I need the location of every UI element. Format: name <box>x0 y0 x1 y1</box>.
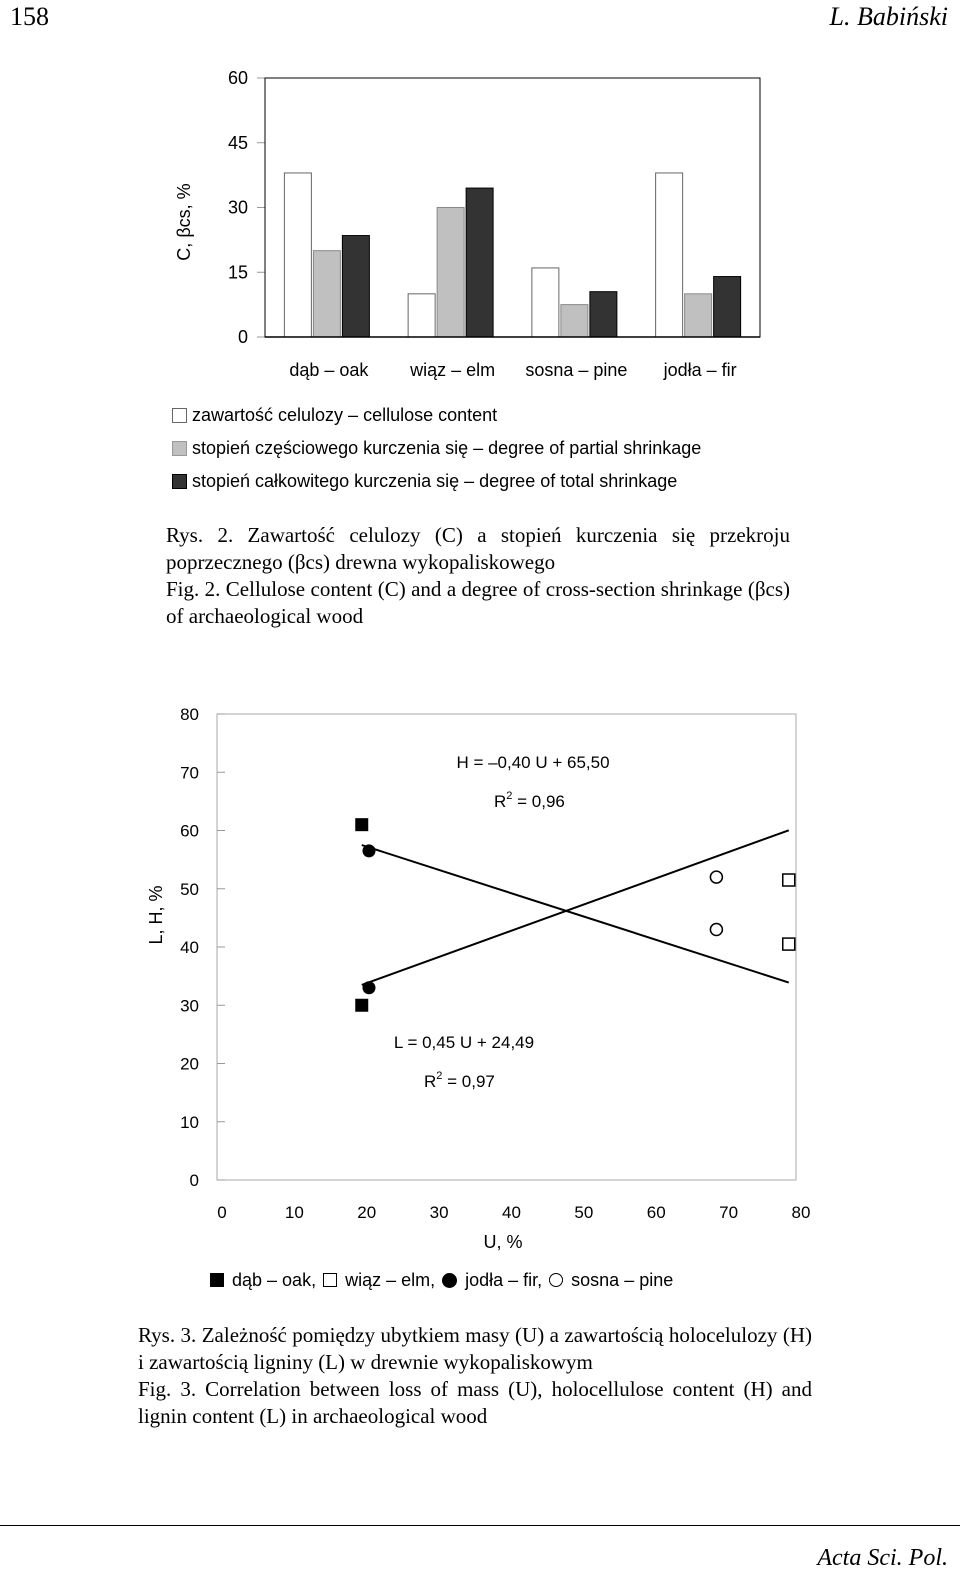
scatter-y-tick-label: 40 <box>180 938 199 957</box>
legend-swatch-cellulose <box>172 408 187 423</box>
scatter-x-tick-label: 80 <box>791 1203 811 1222</box>
point-open-square <box>783 938 795 950</box>
scatter-y-tick-label: 20 <box>180 1054 199 1074</box>
filled-circle-marker <box>442 1273 457 1288</box>
bar-legend <box>172 403 701 493</box>
point-open-circle <box>710 924 722 936</box>
footer-rule <box>0 1525 960 1526</box>
equation-l: L = 0,45 U + 24,49 <box>393 1033 535 1052</box>
bar-0-1 <box>313 251 340 337</box>
regression-lines <box>362 830 789 985</box>
r2-l: $R^2 = 0,97$ <box>424 1070 495 1091</box>
scatter-x-tick-label: 60 <box>646 1203 666 1222</box>
bar-1-2 <box>466 188 493 337</box>
bar-series-group <box>265 173 760 337</box>
bar-2-0 <box>532 268 559 337</box>
fig2-caption-pl: Rys. 2. Zawartość celulozy (C) a stopień kurczenia się przekroju poprzecznego (βcs) drewna wykopaliskowego <box>166 523 790 574</box>
journal-name: Acta Sci. Pol. <box>817 1545 948 1571</box>
bar-category-label: wiąz – elm <box>410 360 496 380</box>
bar-3-2 <box>714 277 741 337</box>
bar-category-label: jodła – fir <box>663 360 737 380</box>
bar-chart <box>0 60 960 390</box>
bar-3-1 <box>685 294 712 337</box>
filled-square-marker <box>210 1273 224 1287</box>
scatter-y-tick-label: 80 <box>180 705 199 724</box>
scatter-x-tick-label: 30 <box>429 1203 449 1222</box>
bar-1-1 <box>437 208 464 338</box>
legend-elm: wiąz – elm, <box>345 1269 436 1290</box>
point-open-square <box>783 874 795 886</box>
scatter-x-tick-label: 20 <box>357 1203 377 1222</box>
equation-h: H = –0,40 U + 65,50 <box>456 753 610 772</box>
scatter-legend <box>210 1268 673 1292</box>
scatter-y-tick-label: 70 <box>180 763 199 783</box>
legend-item-total <box>172 469 701 493</box>
legend-pine: sosna – pine <box>571 1269 674 1290</box>
page-number: 158 <box>10 2 49 31</box>
bar-3-0 <box>656 173 683 337</box>
scatter-y-tick-label: 60 <box>180 821 199 841</box>
bar-chart-ylabel: C, βcs, % <box>174 183 194 261</box>
point-filled-square <box>355 999 368 1012</box>
scatter-chart-xlabel: U, % <box>483 1232 523 1252</box>
scatter-points <box>355 818 795 1012</box>
scatter-x-tick-label: 70 <box>719 1203 739 1222</box>
bar-y-tick-label: 45 <box>227 132 248 153</box>
legend-label-total: stopień całkowitego kurczenia się – degree of total shrinkage <box>192 470 678 491</box>
fig3-caption-en: Fig. 3. Correlation between loss of mass (U), holocellulose content (H) and lignin content (L) in archaeological wood <box>138 1377 812 1428</box>
bar-0-2 <box>342 236 369 337</box>
bar-chart-y-ticks <box>228 68 265 347</box>
bar-2-1 <box>561 305 588 337</box>
point-filled-circle <box>362 844 375 857</box>
bar-1-0 <box>408 294 435 337</box>
legend-label-partial: stopień częściowego kurczenia się – degree of partial shrinkage <box>192 437 702 458</box>
scatter-y-tick-label: 10 <box>180 1112 199 1132</box>
legend-item-partial <box>172 436 701 460</box>
bar-category-label: sosna – pine <box>525 360 628 380</box>
open-square-marker <box>323 1273 337 1287</box>
scatter-chart-ylabel: L, H, % <box>146 885 166 945</box>
bar-0-0 <box>284 173 311 337</box>
scatter-chart <box>0 690 960 1260</box>
scatter-y-tick-label: 30 <box>180 996 199 1016</box>
running-author: L. Babiński <box>829 2 948 31</box>
bar-category-label: dąb – oak <box>289 360 369 380</box>
legend-item-cellulose <box>172 403 701 427</box>
legend-swatch-total <box>172 474 187 489</box>
scatter-x-tick-label: 50 <box>574 1203 594 1222</box>
legend-oak: dąb – oak, <box>232 1269 317 1290</box>
bar-y-tick-label: 0 <box>237 327 248 347</box>
scatter-plot-frame <box>217 714 796 1180</box>
scatter-x-tick-label: 10 <box>284 1203 304 1222</box>
bar-y-tick-label: 15 <box>227 262 248 283</box>
legend-fir: jodła – fir, <box>465 1269 543 1290</box>
legend-swatch-partial <box>172 441 187 456</box>
scatter-x-tick-label: 40 <box>502 1203 521 1222</box>
scatter-y-tick-label: 50 <box>180 879 199 899</box>
bar-2-2 <box>590 292 617 337</box>
legend-label-cellulose: zawartość celulozy – cellulose content <box>192 404 498 425</box>
bar-chart-categories <box>289 360 736 380</box>
bar-y-tick-label: 30 <box>227 197 248 218</box>
fig2-caption-en: Fig. 2. Cellulose content (C) and a degree of cross-section shrinkage (βcs) of archaeological wood <box>166 577 790 628</box>
scatter-x-ticks <box>217 1203 810 1222</box>
point-open-circle <box>710 871 722 883</box>
point-filled-circle <box>362 981 375 994</box>
bar-y-tick-label: 60 <box>227 68 248 88</box>
scatter-y-ticks <box>180 705 225 1190</box>
open-circle-marker <box>549 1273 563 1287</box>
scatter-y-tick-label: 0 <box>189 1171 199 1190</box>
scatter-x-tick-label: 0 <box>217 1203 227 1222</box>
fig3-caption-pl: Rys. 3. Zależność pomiędzy ubytkiem masy (U) a zawartością holocelulozy (H) i zawartością ligniny (L) w drewnie wykopaliskowym <box>138 1323 812 1374</box>
r2-h: $R^2 = 0,96$ <box>494 790 565 811</box>
point-filled-square <box>355 818 368 831</box>
